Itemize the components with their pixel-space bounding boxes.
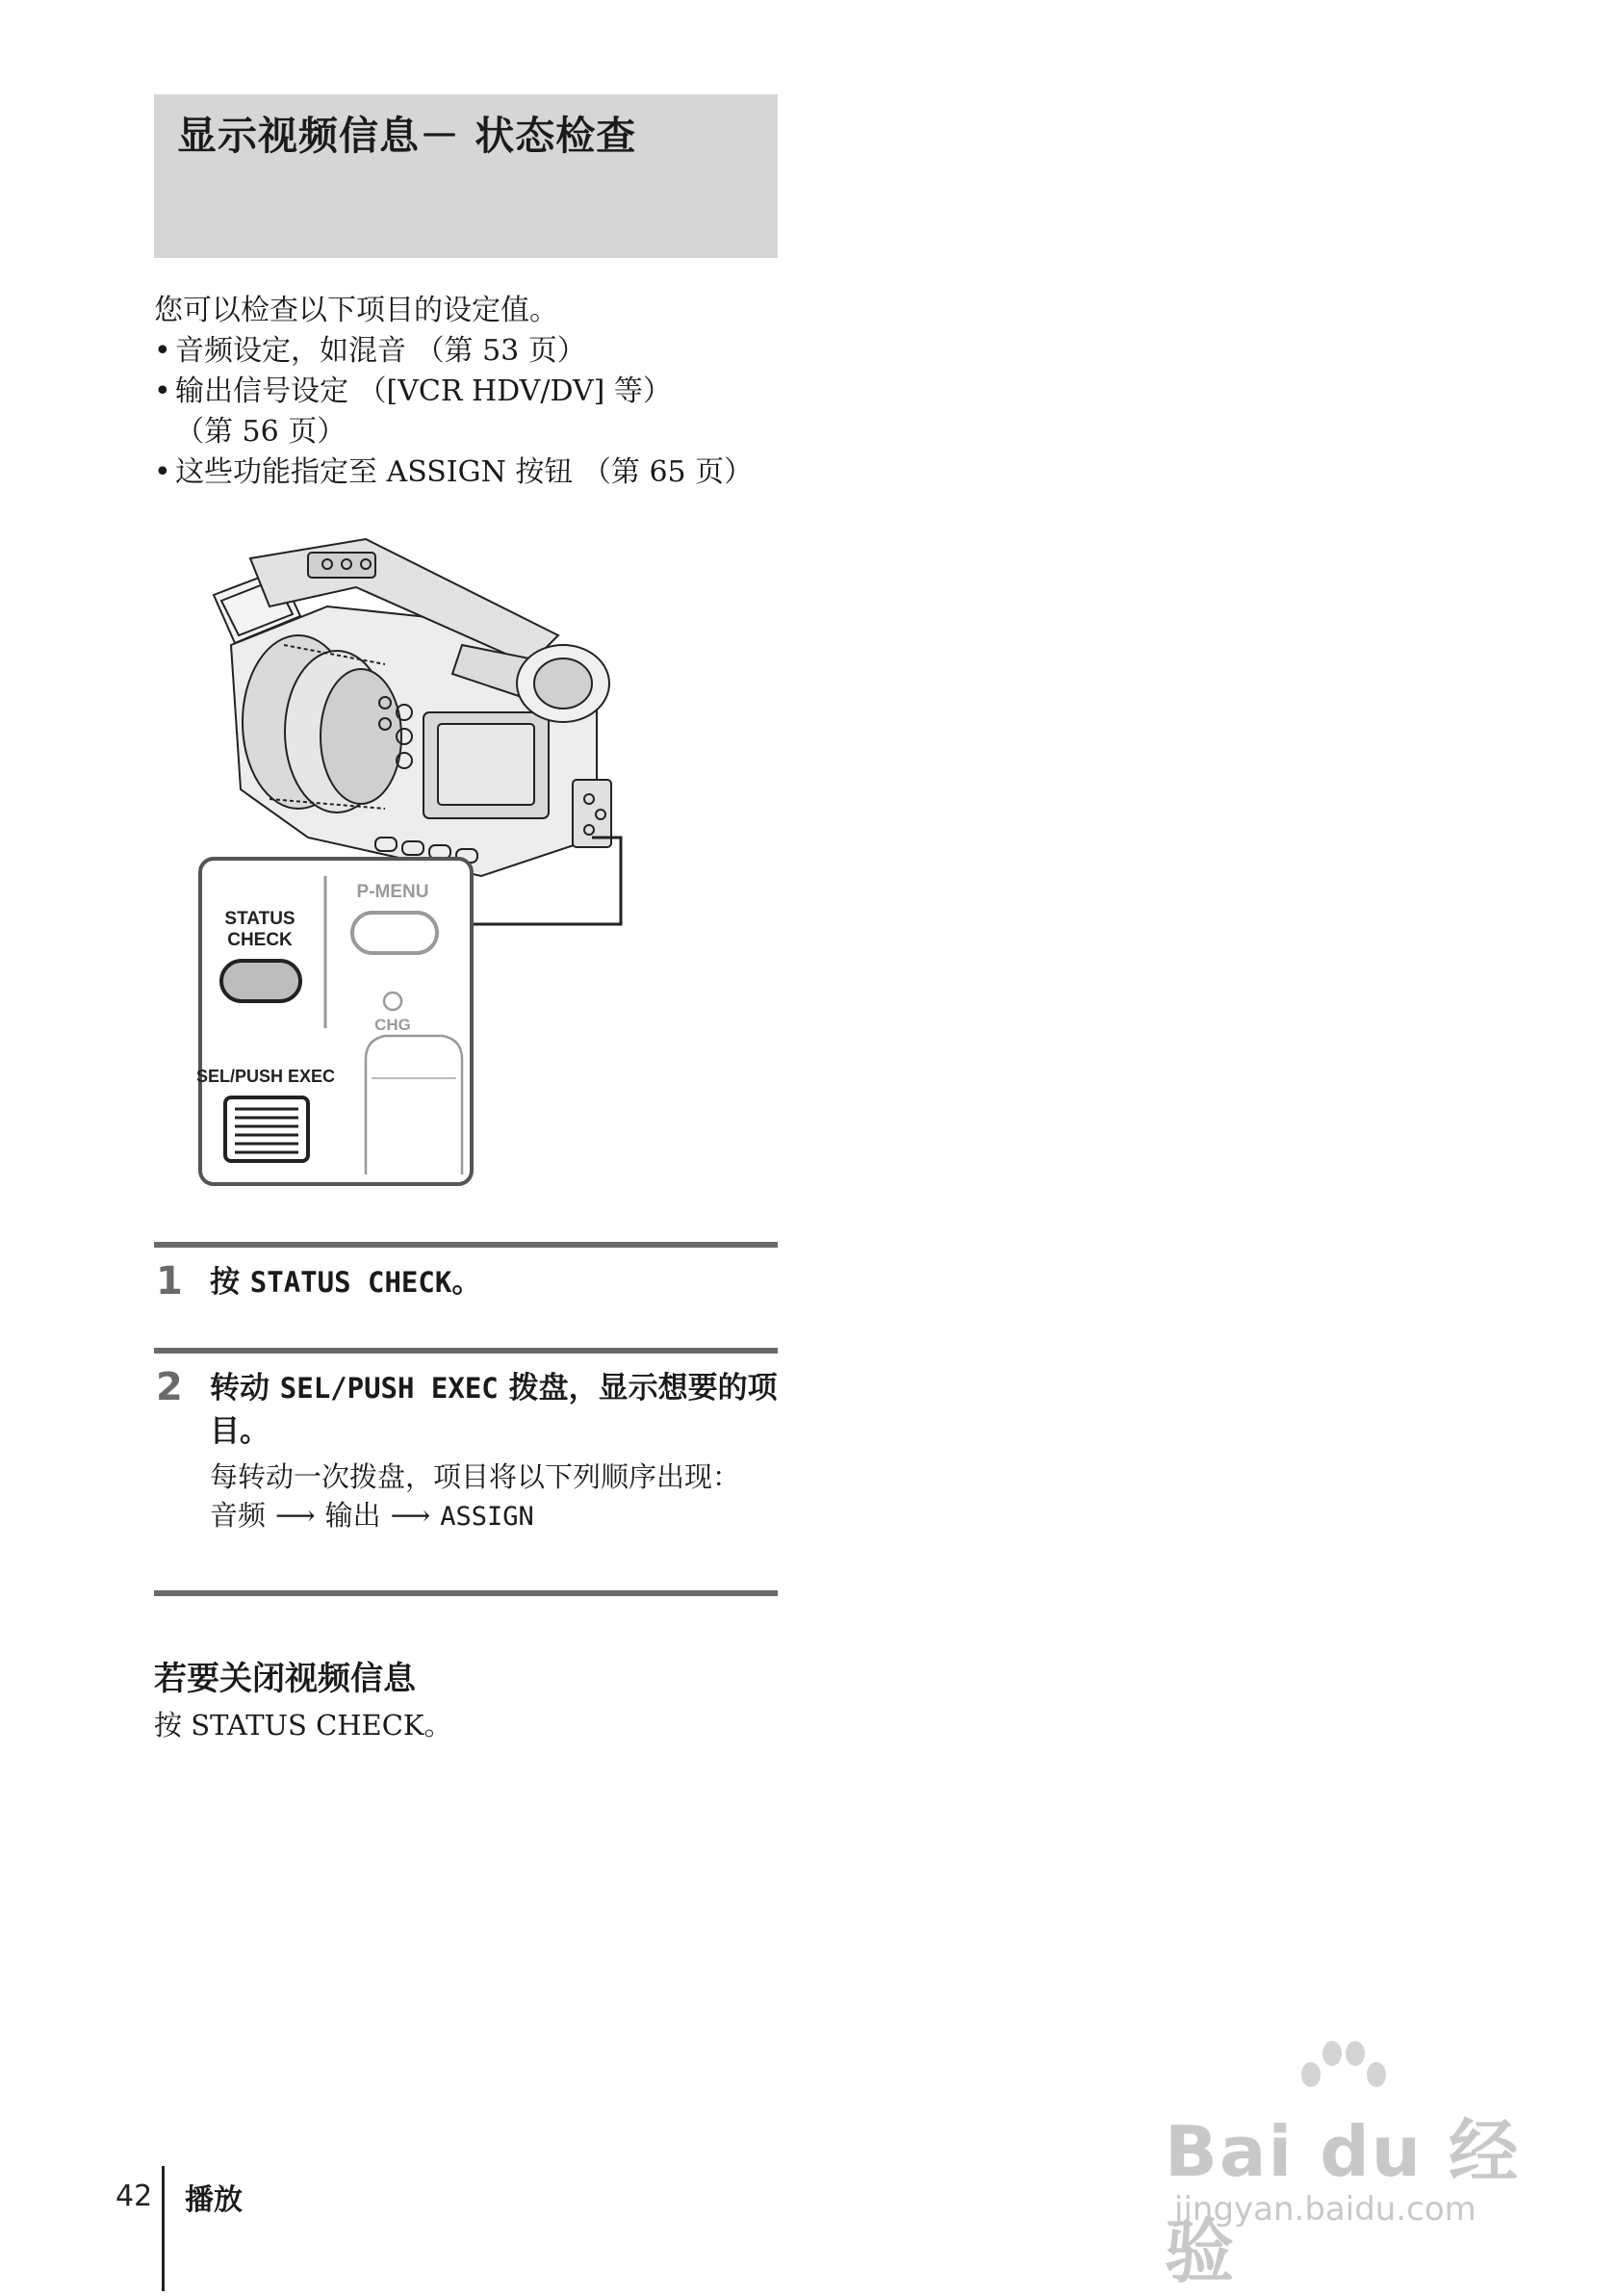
step-description (210, 1458, 787, 1536)
list-item-text: 输出信号设定 （[VCR HDV/DV] 等） (175, 374, 672, 408)
step-number: 1 (156, 1259, 183, 1303)
section-name: 播放 (185, 2183, 243, 2217)
feature-list (154, 331, 789, 493)
divider (154, 1590, 778, 1596)
step-text-pre: 按 (210, 1265, 250, 1300)
intro-section (154, 291, 789, 493)
item-sequence (210, 1496, 787, 1536)
step-instruction (210, 1261, 783, 1304)
watermark (1145, 2036, 1530, 2292)
bullet-dot: • (154, 455, 171, 489)
status-check-label-1: STATUS (224, 909, 295, 929)
title-box (154, 94, 778, 258)
arrow-right-icon: ⟶ (275, 1499, 316, 1532)
sequence-item: ASSIGN (440, 1502, 534, 1532)
divider (154, 1348, 778, 1354)
bullet-dot: • (154, 334, 171, 368)
intro-text: 您可以检查以下项目的设定值。 (154, 294, 558, 327)
chg-label: CHG (374, 1016, 411, 1034)
list-item (154, 452, 789, 493)
step-text-key: STATUS CHECK (249, 1266, 452, 1299)
list-item-text: 音频设定，如混音 （第 53 页） (175, 334, 586, 368)
page-number: 42 (116, 2180, 153, 2213)
step-text-post: 拨盘，显示想要的项目。 (210, 1371, 778, 1449)
section-text: 按 STATUS CHECK。 (154, 1709, 452, 1741)
paw-icon (1290, 2036, 1396, 2103)
section-heading: 若要关闭视频信息 (154, 1660, 416, 1698)
footer-divider (162, 2166, 165, 2291)
sequence-item: 输出 (324, 1499, 381, 1532)
list-item (154, 331, 789, 372)
step-number: 2 (156, 1365, 183, 1409)
step-desc-text: 每转动一次拨盘，项目将以下列顺序出现： (210, 1460, 741, 1493)
list-item-text-cont: （第 56 页） (175, 415, 346, 449)
sel-push-exec-dial (225, 1097, 308, 1161)
watermark-logo-text: Bai du 经验 (1165, 2111, 1521, 2292)
p-menu-label: P-MENU (356, 882, 429, 902)
step-text-key: SEL/PUSH EXEC (279, 1372, 499, 1405)
step-text-post: 。 (451, 1265, 482, 1300)
list-item-text: 这些功能指定至 ASSIGN 按钮 （第 65 页） (175, 455, 754, 489)
status-check-label-2: CHECK (227, 930, 293, 950)
p-menu-button (352, 913, 437, 953)
status-check-button (221, 961, 300, 1001)
bullet-dot: • (154, 374, 171, 408)
step-instruction (210, 1367, 783, 1454)
step-text-pre: 转动 (210, 1371, 280, 1406)
list-item (154, 372, 789, 452)
divider (154, 1242, 778, 1248)
sequence-item: 音频 (210, 1499, 267, 1532)
arrow-right-icon: ⟶ (390, 1499, 431, 1532)
watermark-url: jingyan.baidu.com (1174, 2190, 1476, 2229)
sel-push-exec-label: SEL/PUSH EXEC (195, 1067, 336, 1086)
page-title: 显示视频信息－ 状态检查 (177, 113, 637, 159)
camcorder-illustration (192, 520, 732, 1194)
